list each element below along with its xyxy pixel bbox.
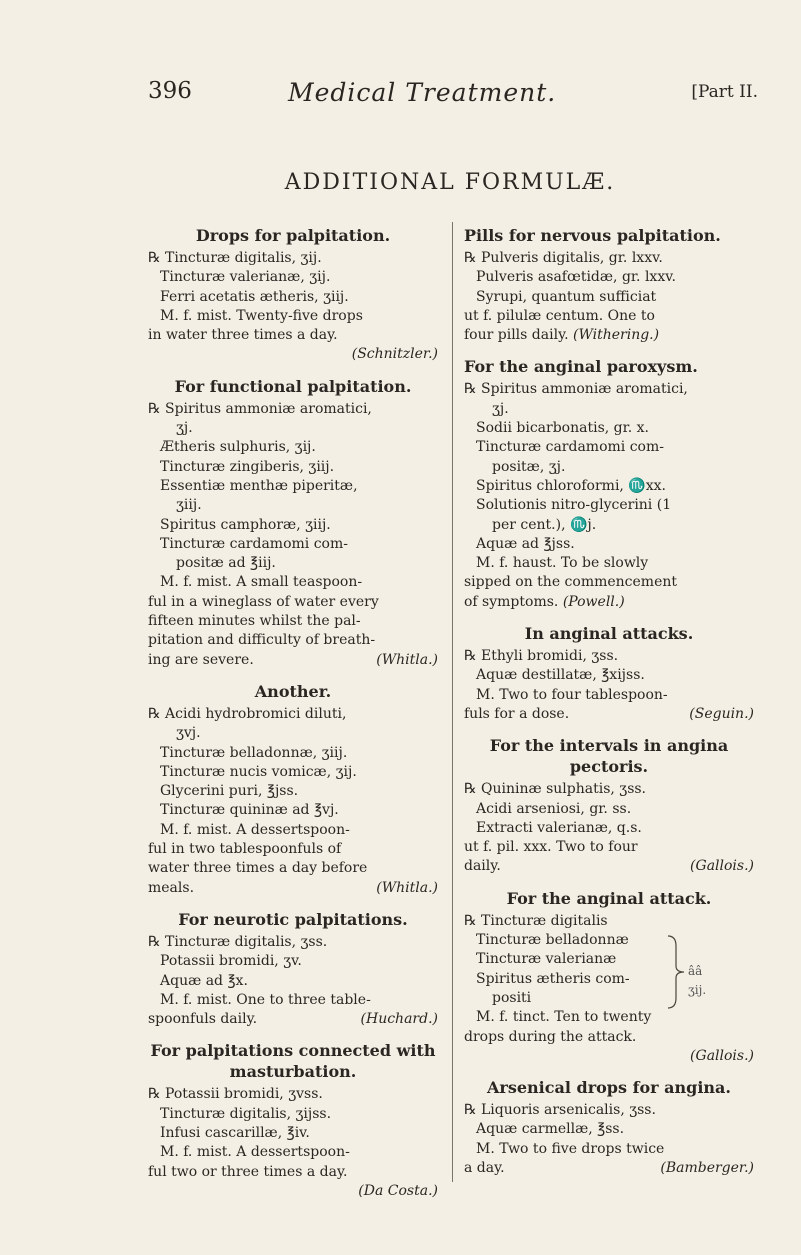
recipe-title: In anginal attacks. xyxy=(524,624,694,644)
recipe-anginal-paroxysm xyxy=(464,356,754,612)
recipe-anginal-attacks xyxy=(464,623,754,724)
recipe-line: M. f. mist. A dessertspoon- xyxy=(160,1144,350,1161)
recipe-title: Drops for palpitation. xyxy=(195,226,391,245)
recipe-line: Aquæ ad ℥x. xyxy=(160,972,248,989)
recipe-line: Aquæ destillatæ, ℥xijss. xyxy=(476,667,645,684)
bracket-group xyxy=(464,912,754,1008)
recipe-neurotic-palpitations xyxy=(148,909,438,1029)
recipe-line: Tincturæ valerianæ, ʒij. xyxy=(160,269,331,286)
recipe-author: (Da Costa.) xyxy=(358,1182,438,1199)
recipe-functional-palpitation xyxy=(148,376,438,670)
recipe-author: (Gallois.) xyxy=(690,1047,754,1064)
recipe-line: four pills daily. xyxy=(464,327,569,344)
recipe-line: Aquæ ad ℥jss. xyxy=(476,535,575,552)
recipe-author: (Powell.) xyxy=(562,593,625,610)
recipe-author: (Huchard.) xyxy=(360,1011,438,1028)
recipe-line: ℞ Quininæ sulphatis, ʒss. xyxy=(464,781,647,798)
recipe-line: Ætheris sulphuris, ʒij. xyxy=(160,439,316,456)
recipe-line: Tincturæ valerianæ xyxy=(476,951,617,968)
recipe-line: Spiritus chloroformi, ♏xx. xyxy=(476,477,666,494)
recipe-title: For functional palpitation. xyxy=(174,376,412,396)
brace-label: ââ ʒij. xyxy=(688,963,707,998)
recipe-title: Arsenical drops for angina. xyxy=(487,1078,731,1098)
recipe-line: ʒvj. xyxy=(176,725,201,742)
recipe-author: (Withering.) xyxy=(573,327,660,344)
recipe-line: Tincturæ quininæ ad ℥vj. xyxy=(160,802,339,819)
recipe-arsenical-drops xyxy=(464,1077,754,1178)
recipe-title: For neurotic palpitations. xyxy=(178,909,408,929)
recipe-line: Spiritus camphoræ, ʒiij. xyxy=(160,516,331,533)
recipe-intervals-angina xyxy=(464,735,754,876)
recipe-line: ℞ Spiritus ammoniæ aromatici, xyxy=(148,400,372,417)
recipe-line: ℞ Tincturæ digitalis xyxy=(464,912,608,929)
recipe-drops-palpitation xyxy=(148,225,438,365)
recipe-title: Another. xyxy=(254,681,332,701)
page-number: 396 xyxy=(148,78,192,104)
recipe-line: positæ, ʒj. xyxy=(492,458,566,475)
recipe-line: Tincturæ nucis vomicæ, ʒij. xyxy=(160,763,357,780)
recipe-line: fuls for a dose. xyxy=(464,705,570,722)
column-divider xyxy=(452,222,453,1182)
recipe-line: ful in a wineglass of water every xyxy=(148,593,379,610)
recipe-author: (Bamberger.) xyxy=(660,1159,754,1176)
recipe-line: per cent.), ♏j. xyxy=(492,516,597,533)
brace-quantity-label xyxy=(664,932,724,1018)
recipe-line: a day. xyxy=(464,1159,505,1176)
recipe-title: For the intervals in angina pectoris. xyxy=(489,736,729,777)
recipe-title: For the anginal paroxysm. xyxy=(464,357,698,377)
recipe-line: Aquæ carmellæ, ℥ss. xyxy=(476,1121,625,1138)
recipe-last-line xyxy=(148,879,438,898)
recipe-line: Potassii bromidi, ʒv. xyxy=(160,953,302,970)
recipe-author: (Seguin.) xyxy=(689,705,754,722)
recipe-another xyxy=(148,681,438,898)
recipe-line: ʒiij. xyxy=(176,497,202,514)
recipe-line: Tincturæ digitalis, ʒijss. xyxy=(160,1105,332,1122)
recipe-line: drops during the attack. xyxy=(464,1028,637,1045)
recipe-line: ut f. pil. xxx. Two to four xyxy=(464,839,638,856)
recipe-line: water three times a day before xyxy=(148,860,368,877)
recipe-line: M. f. mist. One to three table- xyxy=(160,991,371,1008)
recipe-line: M. f. haust. To be slowly xyxy=(476,555,649,572)
recipe-last-line xyxy=(464,1159,754,1178)
recipe-line: ℞ Liquoris arsenicalis, ʒss. xyxy=(464,1102,656,1119)
recipe-anginal-attack xyxy=(464,888,754,1066)
running-title: Medical Treatment. xyxy=(288,78,557,107)
recipe-line: Syrupi, quantum sufficiat xyxy=(476,288,657,305)
recipe-line: Solutionis nitro-glycerini (1 xyxy=(476,497,672,514)
recipe-line: in water three times a day. xyxy=(148,327,338,344)
section-title: ADDITIONAL FORMULÆ. xyxy=(284,170,616,195)
recipe-title: Pills for nervous palpitation. xyxy=(464,226,721,245)
recipe-line: M. f. mist. A small teaspoon- xyxy=(160,574,363,591)
recipe-line: Ferri acetatis ætheris, ʒiij. xyxy=(160,288,349,305)
recipe-line: M. f. mist. A dessertspoon- xyxy=(160,821,350,838)
running-head xyxy=(148,78,758,118)
recipe-line: positæ ad ℥iij. xyxy=(176,555,276,572)
recipe-line: Acidi arseniosi, gr. ss. xyxy=(476,800,632,817)
recipe-line: M. Two to four tablespoon- xyxy=(476,686,668,703)
recipe-author: (Whitla.) xyxy=(376,651,438,668)
recipe-palpitations-masturbation xyxy=(148,1040,438,1201)
recipe-line: ful in two tablespoonfuls of xyxy=(148,841,342,858)
recipe-line: ℞ Ethyli bromidi, ʒss. xyxy=(464,648,619,665)
recipe-line: Spiritus ætheris com- xyxy=(476,970,630,987)
recipe-line: ℞ Potassii bromidi, ʒvss. xyxy=(148,1086,323,1103)
recipe-line: Tincturæ belladonnæ, ʒiij. xyxy=(160,744,348,761)
recipe-line: ℞ Acidi hydrobromici diluti, xyxy=(148,705,347,722)
recipe-line: ʒj. xyxy=(176,420,193,437)
recipe-title: For palpitations connected with masturbation. xyxy=(150,1041,436,1082)
recipe-author: (Gallois.) xyxy=(690,858,754,875)
recipe-line: ℞ Pulveris digitalis, gr. lxxv. xyxy=(464,250,663,266)
recipe-line: spoonfuls daily. xyxy=(148,1011,258,1028)
recipe-line: ing are severe. xyxy=(148,651,254,668)
left-column xyxy=(148,225,438,1212)
recipe-line: Tincturæ cardamomi com- xyxy=(476,439,664,456)
recipe-line: Extracti valerianæ, q.s. xyxy=(476,819,642,836)
recipe-line: ℞ Tincturæ digitalis, ʒij. xyxy=(148,250,322,266)
recipe-line: M. f. tinct. Ten to twenty xyxy=(476,1009,652,1026)
recipe-line: ℞ Spiritus ammoniæ aromatici, xyxy=(464,381,688,398)
recipe-pills-nervous-palpitation xyxy=(464,225,754,345)
recipe-line: Glycerini puri, ℥jss. xyxy=(160,783,299,800)
recipe-line: sipped on the commencement xyxy=(464,574,678,591)
recipe-last-line xyxy=(464,593,754,612)
recipe-line: Pulveris asafœtidæ, gr. lxxv. xyxy=(476,269,676,286)
recipe-line: meals. xyxy=(148,879,195,896)
recipe-last-line xyxy=(464,705,754,724)
recipe-line: ut f. pilulæ centum. One to xyxy=(464,307,655,324)
recipe-line: Sodii bicarbonatis, gr. x. xyxy=(476,420,650,437)
recipe-last-line xyxy=(148,1010,438,1029)
recipe-last-line xyxy=(148,651,438,670)
right-column xyxy=(464,225,754,1189)
recipe-line: M. f. mist. Twenty-five drops xyxy=(160,307,363,324)
recipe-title: For the anginal attack. xyxy=(506,888,712,908)
recipe-line: fifteen minutes whilst the pal- xyxy=(148,613,361,630)
recipe-last-line xyxy=(464,857,754,876)
recipe-last-line xyxy=(464,326,754,345)
recipe-line: Tincturæ belladonnæ xyxy=(476,932,629,949)
recipe-line: positi xyxy=(492,989,532,1006)
recipe-line: ful two or three times a day. xyxy=(148,1163,348,1180)
recipe-line: Essentiæ menthæ piperitæ, xyxy=(160,477,358,494)
recipe-line: Tincturæ zingiberis, ʒiij. xyxy=(160,458,335,475)
recipe-line: Infusi cascarillæ, ℥iv. xyxy=(160,1124,310,1141)
part-label: [Part II. xyxy=(691,82,758,102)
recipe-line: pitation and difficulty of breath- xyxy=(148,632,376,649)
recipe-line: of symptoms. xyxy=(464,593,559,610)
recipe-line: Tincturæ cardamomi com- xyxy=(160,535,348,552)
recipe-line: daily. xyxy=(464,858,501,875)
recipe-line: ℞ Tincturæ digitalis, ʒss. xyxy=(148,933,328,950)
recipe-line: ʒj. xyxy=(492,400,509,417)
recipe-author: (Whitla.) xyxy=(376,879,438,896)
recipe-line: M. Two to five drops twice xyxy=(476,1140,665,1157)
recipe-author: (Schnitzler.) xyxy=(351,346,438,363)
